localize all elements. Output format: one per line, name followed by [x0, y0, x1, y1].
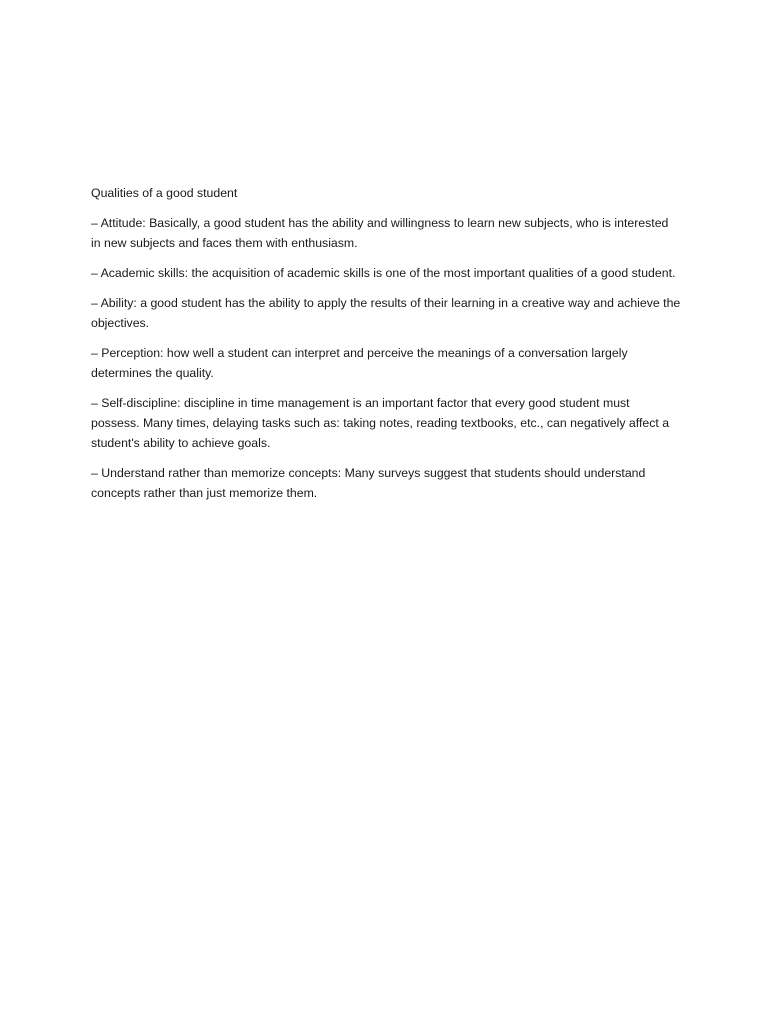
paragraph-academic-skills: – Academic skills: the acquisition of academic skills is one of the most important qualities of a good student. [91, 266, 676, 280]
document-body [91, 183, 681, 513]
paragraph-perception: – Perception: how well a student can interpret and perceive the meanings of a conversation largely determines the quality. [91, 346, 628, 380]
paragraph-understand-concepts: – Understand rather than memorize concepts: Many surveys suggest that students should understand concepts rather than just memorize them. [91, 466, 646, 500]
paragraph-attitude: – Attitude: Basically, a good student has the ability and willingness to learn new subjects, who is interested in new subjects and faces them with enthusiasm. [91, 216, 669, 250]
document-title: Qualities of a good student [91, 186, 238, 200]
paragraph-ability: – Ability: a good student has the ability to apply the results of their learning in a creative way and achieve the objectives. [91, 296, 681, 330]
paragraph-self-discipline: – Self-discipline: discipline in time management is an important factor that every good student must possess. Many times, delaying tasks such as: taking notes, reading textbooks, etc., can negatively affect a student's ability to achieve goals. [91, 396, 670, 450]
